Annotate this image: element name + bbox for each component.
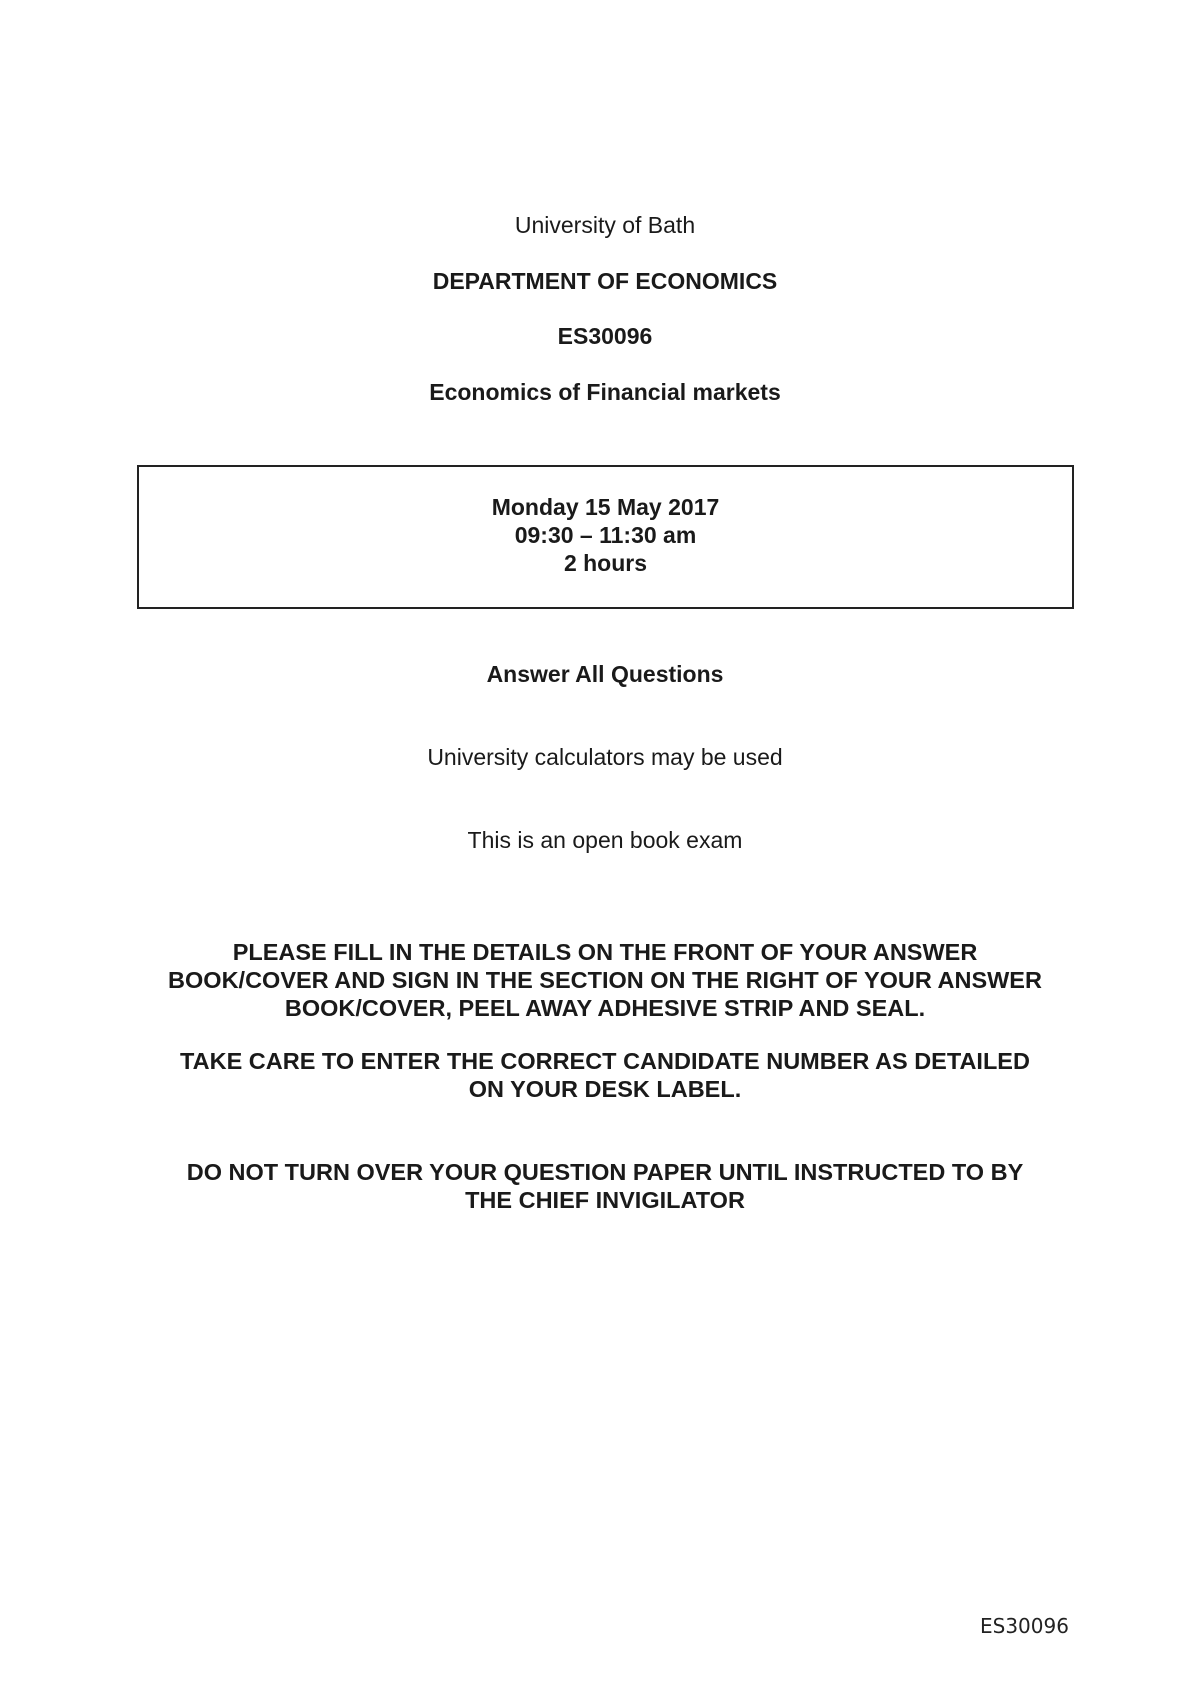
course-code: ES30096 bbox=[557, 323, 653, 349]
do-not-turn-line-2: THE CHIEF INVIGILATOR bbox=[465, 1187, 745, 1213]
exam-date: Monday 15 May 2017 bbox=[491, 494, 720, 520]
candidate-number-line-2: ON YOUR DESK LABEL. bbox=[468, 1076, 742, 1102]
exam-duration: 2 hours bbox=[563, 550, 648, 576]
fill-details-line-2: BOOK/COVER AND SIGN IN THE SECTION ON THE RIGHT OF YOUR ANSWER bbox=[168, 967, 1042, 993]
do-not-turn-line-1: DO NOT TURN OVER YOUR QUESTION PAPER UNTIL INSTRUCTED TO BY bbox=[186, 1159, 1024, 1185]
exam-details-box bbox=[137, 465, 1074, 609]
fill-details-line-1: PLEASE FILL IN THE DETAILS ON THE FRONT OF YOUR ANSWER bbox=[232, 939, 978, 965]
department-name: DEPARTMENT OF ECONOMICS bbox=[432, 268, 778, 294]
university-name: University of Bath bbox=[514, 212, 696, 238]
candidate-number-line-1: TAKE CARE TO ENTER THE CORRECT CANDIDATE NUMBER AS DETAILED bbox=[180, 1048, 1030, 1074]
exam-time: 09:30 – 11:30 am bbox=[514, 522, 697, 548]
footer-course-code: ES30096 bbox=[980, 1614, 1069, 1638]
course-title: Economics of Financial markets bbox=[429, 379, 781, 405]
answer-instruction: Answer All Questions bbox=[486, 661, 724, 687]
fill-details-line-3: BOOK/COVER, PEEL AWAY ADHESIVE STRIP AND SEAL. bbox=[284, 995, 926, 1021]
open-book-note: This is an open book exam bbox=[467, 827, 743, 853]
calculator-instruction: University calculators may be used bbox=[427, 744, 783, 770]
